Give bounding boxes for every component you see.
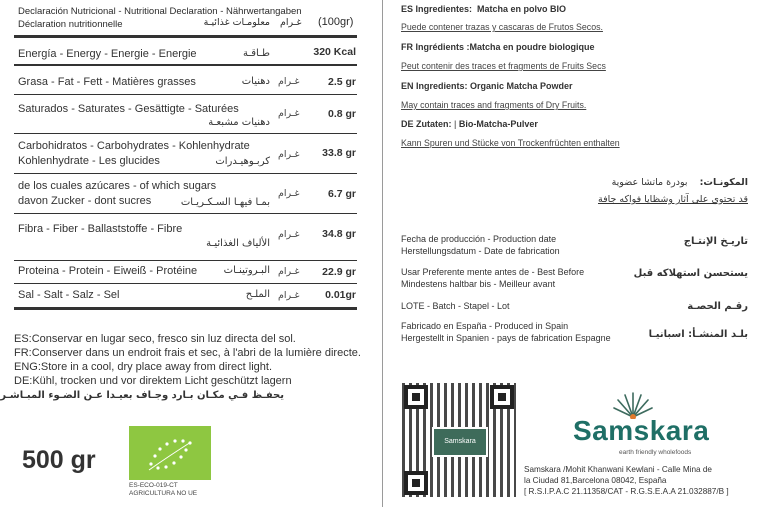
allergen-fr: Peut contenir des traces et fragments de Fruits Secs (401, 61, 606, 71)
rule (14, 94, 357, 95)
rule (14, 173, 357, 174)
eco-cert-origin: AGRICULTURA NO UE (129, 490, 198, 497)
origin-arabic: بلـد المنشـأ: اسبانيـا (648, 329, 748, 340)
allergen-ar: قد تحتوي على آثار وشظايا فواكه جافة (597, 194, 748, 205)
production-date-arabic: تاريـخ الإنتـاج (683, 236, 748, 247)
ingredients-en-text: Organic Matcha Powder (470, 81, 573, 91)
address-line1: Samskara /Mohit Khanwani Kewlani - Calle Mina de (524, 465, 712, 474)
best-before-arabic: يستحسن استهلاكه قبل (633, 268, 748, 279)
best-before-line1: Usar Preferente mente antes de - Best Before (401, 267, 585, 277)
ingredients-es-text: Matcha en polvo BIO (477, 4, 567, 14)
nutrition-header-line2: Déclaration nutritionnelle (18, 19, 123, 30)
row-fibre-label: Fibra - Fiber - Ballaststoffe - Fibre (18, 223, 183, 235)
row-carbs-unit: غـرام (278, 149, 300, 160)
qr-finder (404, 385, 428, 409)
row-protein-value: 22.9 gr (322, 266, 356, 278)
eco-cert-code: ES-ECO-019-CT (129, 482, 178, 489)
allergen-es: Puede contener trazas y cascaras de Frutos Secos. (401, 22, 603, 32)
row-fat-value: 2.5 gr (327, 76, 356, 88)
row-energy-arabic: طـاقـة (242, 48, 270, 59)
row-fat-arabic: دهنيات (241, 76, 270, 87)
brand-name: Samskara (573, 415, 710, 446)
column-divider (382, 0, 383, 507)
origin-line2: Hergestellt in Spanien - pays de fabrication Espagne (401, 333, 611, 343)
row-sugars-label2: davon Zucker - dont sucres (18, 195, 152, 207)
row-fat-unit: غـرام (278, 76, 300, 87)
rule (14, 260, 357, 261)
row-carbs-value: 33.8 gr (322, 147, 356, 159)
row-sugars-arabic: بمـا فيهـا السـكـريـات (180, 197, 270, 208)
qr-finder (490, 385, 514, 409)
qr-code[interactable] (402, 383, 516, 497)
ingredients-ar-text: بودرة ماتشا عضوية (611, 177, 688, 188)
ingredients-de-text: Bio-Matcha-Pulver (458, 119, 538, 129)
row-saturates-unit: غـرام (278, 108, 300, 119)
rule (14, 64, 357, 66)
address-line3: [ R.S.I.P.A.C 21.11358/CAT - R.G.S.E.A.A 21.032887/B ] (524, 487, 729, 496)
production-date-line2: Herstellungsdatum - Date de fabrication (401, 246, 560, 256)
address-line2: la Ciudad 81,Barcelona 08042, España (524, 476, 667, 485)
nutrition-header-line1: Declaración Nutricional - Nutritional Declaration - Nährwertangaben (18, 6, 302, 17)
production-date-line1: Fecha de producción - Production date (401, 234, 557, 244)
nutrition-header-unit: غـرام (280, 17, 302, 28)
row-sugars-unit: غـرام (278, 188, 300, 199)
row-salt-value: 0.01gr (325, 289, 356, 301)
allergen-de: Kann Spuren und Stücke von Trockenfrüchten enthalten (401, 138, 620, 148)
row-fibre-unit: غـرام (278, 229, 300, 240)
batch-arabic: رقـم الحصـة (687, 301, 748, 312)
storage-es: ES:Conservar en lugar seco, fresco sin luz directa del sol. (14, 333, 296, 345)
storage-ar: يحفـظ فـي مكـان بـارد وجـاف بعيـدا عـن الضـوء المبـاشـر (0, 390, 284, 401)
rule (14, 283, 357, 284)
row-saturates-label: Saturados - Saturates - Gesättigte - Saturées (18, 103, 239, 115)
nutrition-header-arabic: معلومـات غذائيـة (203, 17, 270, 28)
nutrition-header-amount: (100gr) (318, 16, 354, 28)
row-saturates-arabic: دهنيات مشبعـة (208, 117, 270, 128)
row-salt-unit: غـرام (278, 290, 300, 301)
row-salt-arabic: الملـح (245, 289, 270, 300)
net-weight: 500 gr (22, 446, 96, 474)
eu-leaf-stars-icon (129, 426, 211, 480)
row-fibre-arabic: الألياف الغذائيـة (206, 238, 270, 249)
rule (14, 133, 357, 134)
row-carbs-label2: Kohlenhydrate - Les glucides (18, 155, 160, 167)
ingredients-de-label: DE Zutaten: (401, 119, 452, 129)
rule (14, 213, 357, 214)
batch-label: LOTE - Batch - Stapel - Lot (401, 301, 510, 311)
row-fibre-value: 34.8 gr (322, 228, 356, 240)
row-protein-unit: غـرام (278, 266, 300, 277)
row-salt-label: Sal - Salt - Salz - Sel (18, 289, 120, 301)
row-sugars-value: 6.7 gr (327, 188, 356, 200)
ingredients-fr-text: Matcha en poudre biologique (469, 42, 595, 52)
row-saturates-value: 0.8 gr (327, 108, 356, 120)
row-energy-value: 320 Kcal (313, 46, 356, 58)
storage-en: ENG:Store in a cool, dry place away from direct light. (14, 361, 272, 373)
ingredients-ar-label: المكونـات: (699, 177, 748, 188)
row-sugars-label: de los cuales azúcares - of which sugars (18, 180, 217, 192)
allergen-en: May contain traces and fragments of Dry Fruits. (401, 100, 587, 110)
ingredients-es-label: ES Ingredientes: (401, 4, 473, 14)
ingredients-en-label: EN Ingredients: (401, 81, 468, 91)
row-carbs-label: Carbohidratos - Carbohydrates - Kohlenhydrate (18, 140, 250, 152)
row-protein-arabic: البـروتينـات (223, 265, 270, 276)
row-carbs-arabic: كربـوهيـدرات (215, 156, 270, 167)
origin-line1: Fabricado en España - Produced in Spain (401, 321, 569, 331)
best-before-line2: Mindestens haltbar bis - Meilleur avant (401, 279, 556, 289)
eu-organic-logo (129, 426, 211, 480)
table-bottom-rule (14, 307, 357, 310)
brand-tagline: earth friendly wholefoods (619, 449, 692, 456)
qr-finder (404, 471, 428, 495)
row-energy-label: Energía - Energy - Energie - Energie (18, 48, 197, 60)
row-fat-label: Grasa - Fat - Fett - Matières grasses (18, 76, 196, 88)
ingredients-fr-label: FR Ingrédients : (401, 42, 470, 52)
qr-center-logo: Samskara (432, 427, 488, 457)
row-protein-label: Proteina - Protein - Eiweiß - Protéine (18, 265, 198, 277)
storage-fr: FR:Conserver dans un endroit frais et sec, à l'abri de la lumière directe. (14, 347, 361, 359)
table-top-rule (14, 35, 357, 38)
storage-de: DE:Kühl, trocken und vor direktem Licht geschützt lagern (14, 375, 292, 387)
